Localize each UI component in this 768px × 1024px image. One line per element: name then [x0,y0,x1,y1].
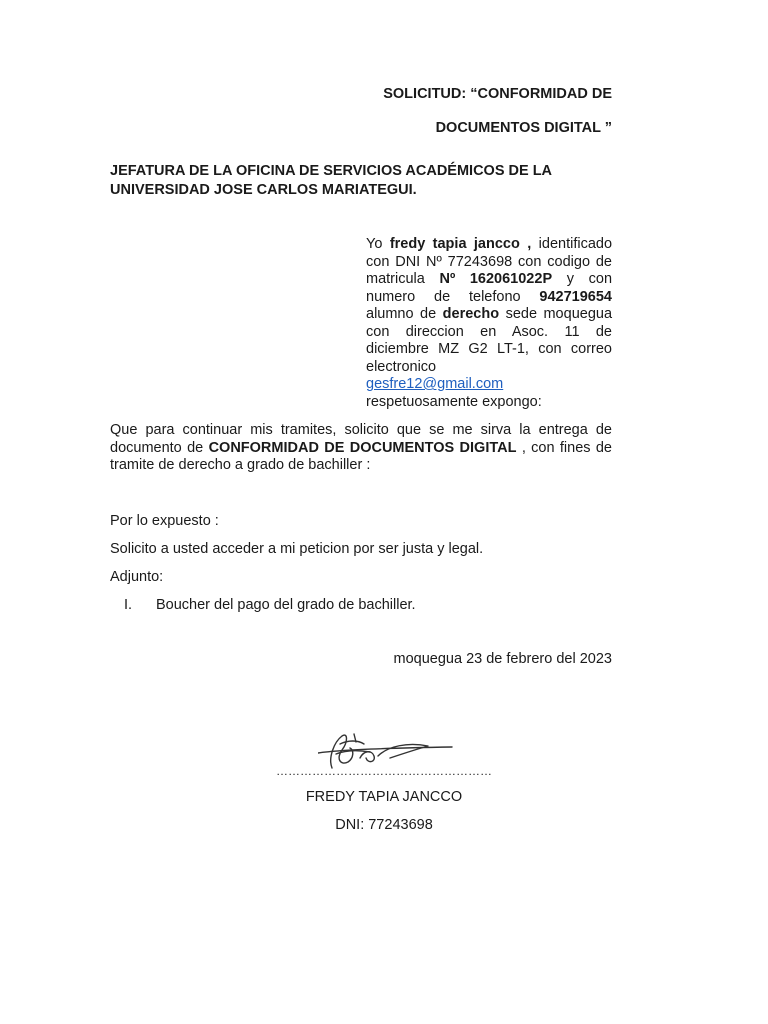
signer-name: FREDY TAPIA JANCCO [305,789,463,805]
request-text-before: Que para continuar mis tramites, solicito que se me sirva la entrega de documento de [110,422,612,456]
intro-yo: Yo [366,236,383,252]
intro-alumno-text: alumno de [366,306,437,322]
request-text-after: , con fines de tramite de derecho a grado de bachiller : [110,439,612,473]
intro-dni-text: identificado con DNI Nº 77243698 con codigo de matricula [366,236,613,287]
request-paragraph [110,422,612,475]
recipient-block [110,162,630,200]
email-link[interactable]: gesfre12@gmail.com [366,376,504,392]
signer-dni: DNI: 77243698 [335,817,433,833]
recipient-line2: UNIVERSIDAD JOSE CARLOS MARIATEGUI. [110,182,417,198]
intro-closing: respetuosamente expongo: [366,393,542,410]
date-line: moquegua 23 de febrero del 2023 [393,651,612,667]
solicitud-title-line2: DOCUMENTOS DIGITAL ” [435,120,612,136]
intro-phone: 942719654 [539,288,612,305]
intro-phone-text: y con numero de telefono [366,271,613,305]
intro-matricula: Nº 162061022P [439,271,553,287]
por-lo-expuesto: Por lo expuesto : [110,513,219,529]
intro-paragraph [366,236,612,411]
adjunto-label: Adjunto: [110,569,164,585]
intro-address-text: sede moquegua con direccion en Asoc. 11 de diciembre MZ G2 LT-1, con correo electronico [366,306,613,375]
attachment-text: Boucher del pago del grado de bachiller. [156,597,416,613]
recipient-line1: JEFATURA DE LA OFICINA DE SERVICIOS ACADÉMICOS DE LA [110,163,553,179]
solicitud-title-line1: SOLICITUD: “CONFORMIDAD DE [383,86,612,102]
solicito-line: Solicito a usted acceder a mi peticion por ser justa y legal. [110,541,484,557]
intro-name: fredy tapia jancco , [389,236,532,252]
signature-dots: ……………………………………………… [276,764,492,778]
attachment-item [124,597,416,613]
attachment-number: I. [124,597,133,613]
request-bold-doc: CONFORMIDAD DE DOCUMENTOS DIGITAL [208,439,517,456]
intro-career: derecho [442,306,500,322]
